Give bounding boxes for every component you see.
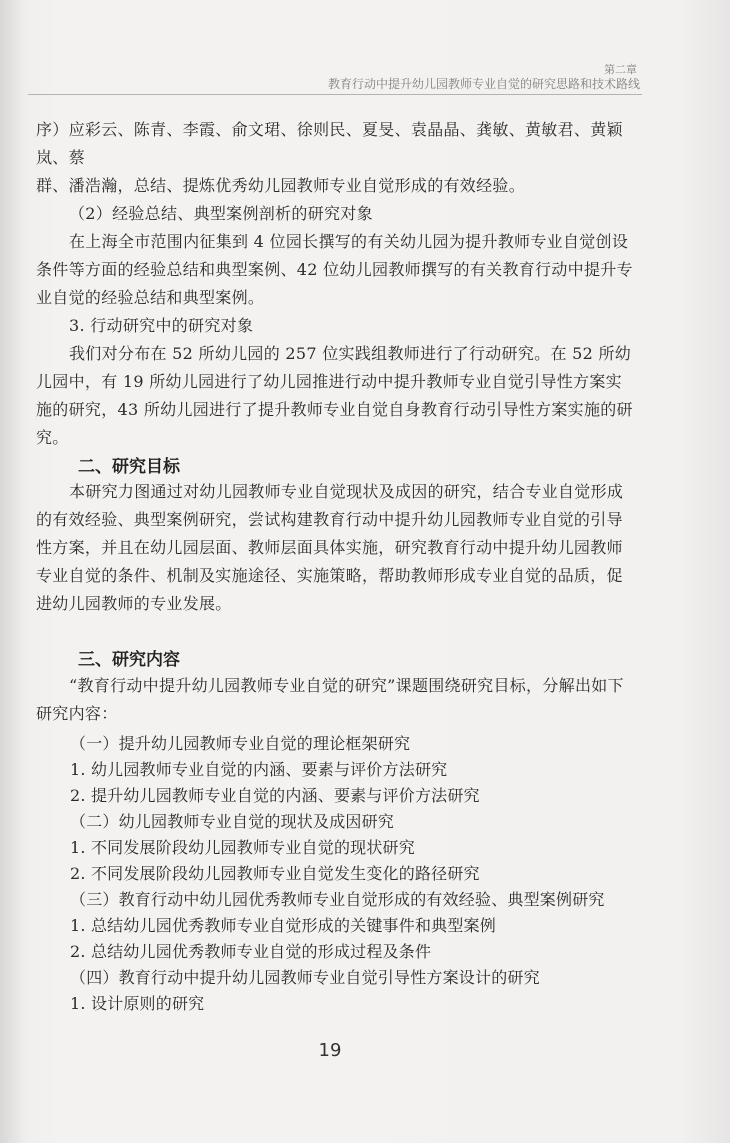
paragraph-3: 我们对分布在 52 所幼儿园的 257 位实践组教师进行了行动研究。在 52 所幼儿园中，有 19 所幼儿园进行了幼儿园推进行动中提升教师专业自觉引导性方案实施的研究，43 所幼儿园进行了提升教师专业自觉自身教育行动引导性方案实施的研究。	[36, 344, 633, 447]
outline-item: （一）提升幼儿园教师专业自觉的理论框架研究	[70, 734, 411, 753]
outline-item: 1. 不同发展阶段幼儿园教师专业自觉的现状研究	[70, 838, 415, 857]
section-3-intro: “教育行动中提升幼儿园教师专业自觉的研究”课题围绕研究目标，分解出如下研究内容：	[36, 676, 624, 723]
section-3-heading: 三、研究内容	[78, 650, 180, 670]
section-2-block	[36, 478, 636, 618]
section-3-intro-block	[36, 672, 636, 728]
outline-item: （四）教育行动中提升幼儿园教师专业自觉引导性方案设计的研究	[70, 968, 540, 987]
outline-item: 2. 不同发展阶段幼儿园教师专业自觉发生变化的路径研究	[70, 864, 480, 883]
running-header-chapter: 第二章	[604, 63, 637, 76]
intro-line-2: 群、潘浩瀚，总结、提炼优秀幼儿园教师专业自觉形成的有效经验。	[36, 176, 526, 195]
outline-item: 1. 幼儿园教师专业自觉的内涵、要素与评价方法研究	[70, 760, 448, 779]
outline-item: 2. 总结幼儿园优秀教师专业自觉的形成过程及条件	[70, 942, 432, 961]
running-header-title: 教育行动中提升幼儿园教师专业自觉的研究思路和技术路线	[327, 77, 640, 91]
paragraph-2: 在上海全市范围内征集到 4 位园长撰写的有关幼儿园为提升教师专业自觉创设条件等方面的经验总结和典型案例、42 位幼儿园教师撰写的有关教育行动中提升专业自觉的经验总结和典型案例。	[36, 232, 633, 307]
intro-block	[36, 116, 636, 452]
section-2-paragraph: 本研究力图通过对幼儿园教师专业自觉现状及成因的研究，结合专业自觉形成的有效经验、典型案例研究，尝试构建教育行动中提升幼儿园教师专业自觉的引导性方案，并且在幼儿园层面、教师层面具体实施，研究教育行动中提升幼儿园教师专业自觉的条件、机制及实施途径、实施策略，帮助教师形成专业自觉的品质，促进幼儿园教师的专业发展。	[36, 482, 624, 613]
section-2-heading: 二、研究目标	[78, 457, 180, 477]
outline-item: 1. 总结幼儿园优秀教师专业自觉形成的关键事件和典型案例	[70, 916, 496, 935]
intro-line-1: 序）应彩云、陈青、李霞、俞文珺、徐则民、夏旻、袁晶晶、龚敏、黄敏君、黄颖岚、蔡	[36, 120, 623, 167]
subhead-3: 3. 行动研究中的研究对象	[69, 316, 254, 335]
subhead-2: （2）经验总结、典型案例剖析的研究对象	[69, 204, 373, 223]
outline-item: （二）幼儿园教师专业自觉的现状及成因研究	[70, 812, 395, 831]
header-rule	[28, 94, 642, 95]
page-number: 19	[318, 1040, 342, 1061]
outline-item: 2. 提升幼儿园教师专业自觉的内涵、要素与评价方法研究	[70, 786, 480, 805]
outline-item: 1. 设计原则的研究	[70, 994, 205, 1013]
outline-item: （三）教育行动中幼儿园优秀教师专业自觉形成的有效经验、典型案例研究	[70, 890, 605, 909]
